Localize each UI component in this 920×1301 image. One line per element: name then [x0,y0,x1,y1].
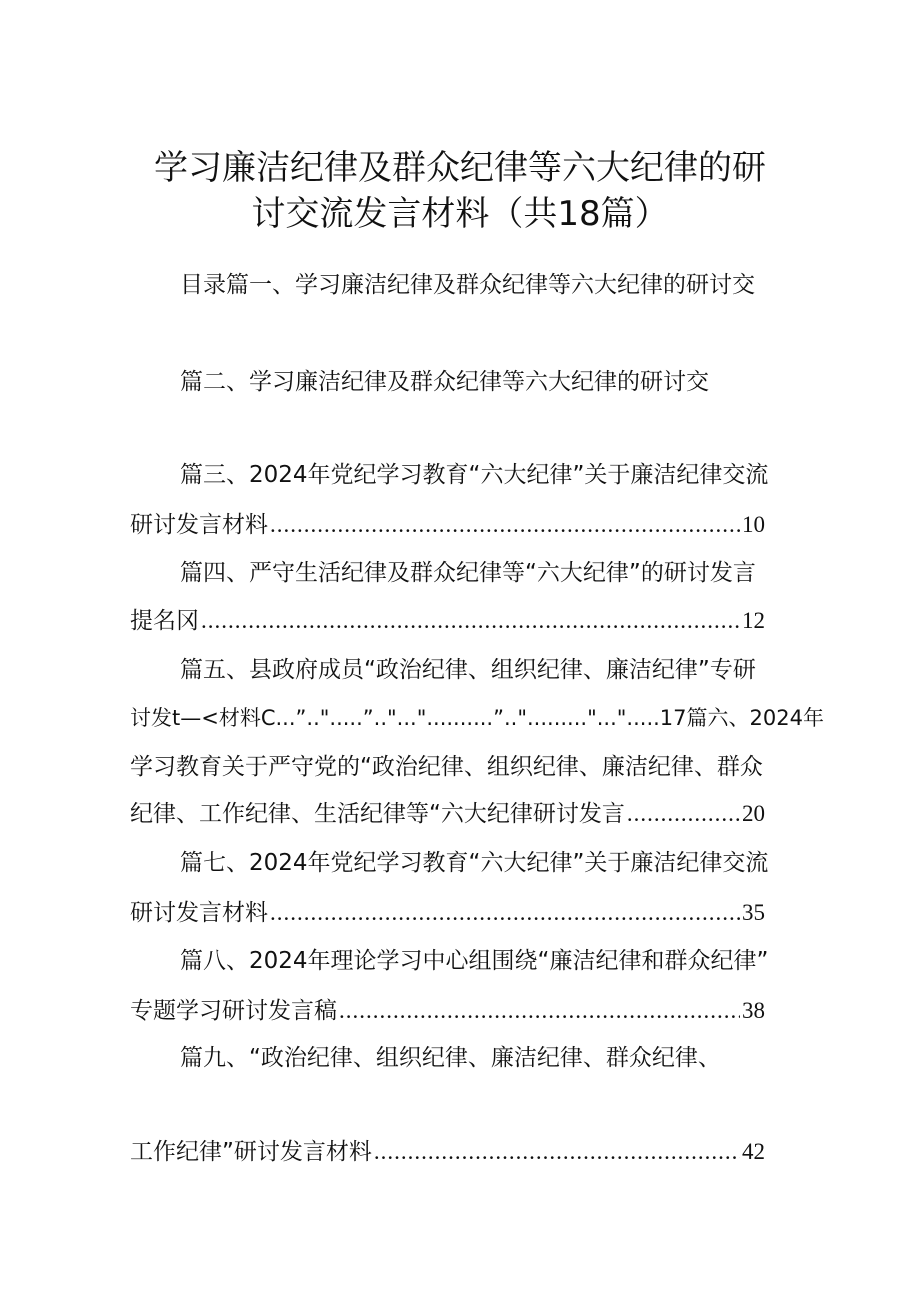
toc-item-5-line-2: 讨发t—<材料C...”..".....”.."..."..........”.."........."...".....17篇六、2024年 [130,706,824,730]
toc-item-3-line-2 [130,510,765,540]
toc-item-9-line-2 [130,1137,765,1167]
toc-item-4-label: 提名冈 [130,608,199,634]
title-line-2: 讨交流发言材料（共18篇） [251,194,669,234]
dot-leader [339,996,740,1026]
toc-item-5-line-1: 篇五、县政府成员“政治纪律、组织纪律、廉洁纪律”专研 [180,657,756,683]
toc-intro: 目录篇一、学习廉洁纪律及群众纪律等六大纪律的研讨交 [180,272,755,298]
toc-item-3-label: 研讨发言材料 [130,512,268,538]
title-line-1: 学习廉洁纪律及群众纪律等六大纪律的研 [154,148,766,188]
toc-item-7-line-2 [130,898,765,928]
toc-item-4-page: 12 [742,608,765,633]
toc-item-4-line-1: 篇四、严守生活纪律及群众纪律等“六大纪律”的研讨发言 [180,560,756,586]
toc-item-8-page: 38 [742,998,765,1023]
dot-leader [627,799,740,829]
toc-item-8-line-2 [130,996,765,1026]
toc-item-5-line-3: 学习教育关于严守党的“政治纪律、组织纪律、廉洁纪律、群众 [130,754,763,780]
toc-item-9-page: 42 [742,1139,765,1164]
toc-item-7-line-1: 篇七、2024年党纪学习教育“六大纪律”关于廉洁纪律交流 [180,850,769,876]
toc-item-5-line-4 [130,799,765,829]
toc-item-4-line-2 [130,606,765,636]
dot-leader [201,606,740,636]
toc-item-5-label: 纪律、工作纪律、生活纪律等“六大纪律研讨发言 [130,801,625,827]
toc-item-9-label: 工作纪律”研讨发言材料 [130,1139,372,1165]
toc-item-7-page: 35 [742,900,765,925]
dot-leader [270,898,740,928]
toc-item-5-page: 20 [742,801,765,826]
toc-item-8-label: 专题学习研讨发言稿 [130,998,337,1024]
toc-item-3-line-1: 篇三、2024年党纪学习教育“六大纪律”关于廉洁纪律交流 [180,462,769,488]
toc-item-7-label: 研讨发言材料 [130,900,268,926]
toc-item-3-page: 10 [742,512,765,537]
dot-leader [374,1137,740,1167]
dot-leader [270,510,740,540]
toc-item-8-line-1: 篇八、2024年理论学习中心组围绕“廉洁纪律和群众纪律” [180,948,769,974]
toc-item-2: 篇二、学习廉洁纪律及群众纪律等六大纪律的研讨交 [180,369,709,395]
toc-item-9-line-1: 篇九、“政治纪律、组织纪律、廉洁纪律、群众纪律、 [180,1045,721,1071]
